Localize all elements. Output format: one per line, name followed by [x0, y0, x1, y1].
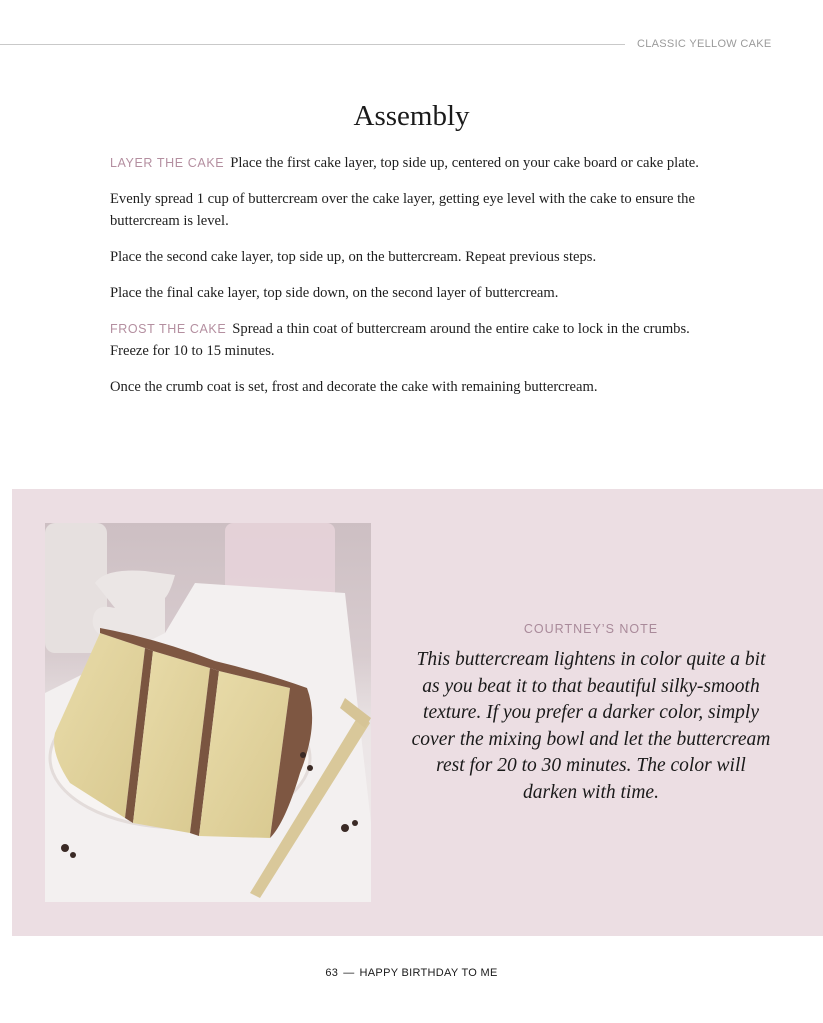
step-text: Place the first cake layer, top side up, centered on your cake board or cake plate. — [230, 155, 699, 171]
instruction-paragraph — [110, 318, 710, 362]
note-label: COURTNEY’S NOTE — [523, 622, 659, 636]
step-text: Evenly spread 1 cup of buttercream over the cake layer, getting eye level with the cake to ensure the buttercream is level. — [110, 191, 695, 229]
step-text: Place the final cake layer, top side down, on the second layer of buttercream. — [110, 285, 559, 301]
note-panel — [12, 489, 823, 936]
book-title: HAPPY BIRTHDAY TO ME — [359, 967, 498, 979]
instruction-paragraph — [110, 282, 710, 304]
instruction-paragraph — [110, 188, 710, 232]
page-footer — [0, 967, 823, 979]
section-title: Assembly — [353, 100, 470, 132]
step-lead: FROST THE CAKE — [110, 322, 227, 336]
instruction-paragraph — [110, 376, 710, 398]
instruction-paragraph — [110, 152, 710, 174]
footer-separator: — — [343, 967, 355, 979]
note-text: This buttercream lightens in color quite a bit as you beat it to that beautiful silky-smooth texture. If you prefer a darker color, simply cover the mixing bowl and let the buttercream rest for 20 to 30 minutes. The color will darken with time. — [411, 649, 771, 803]
step-lead: LAYER THE CAKE — [110, 156, 225, 170]
cake-photo — [45, 523, 371, 902]
page-number: 63 — [325, 967, 339, 979]
header-rule — [0, 44, 625, 45]
assembly-instructions — [110, 152, 710, 412]
step-text: Once the crumb coat is set, frost and decorate the cake with remaining buttercream. — [110, 379, 598, 395]
step-text: Spread a thin coat of buttercream around the entire cake to lock in the crumbs. Freeze for 10 to 15 minutes. — [110, 321, 690, 359]
running-head: CLASSIC YELLOW CAKE — [637, 38, 772, 50]
instruction-paragraph — [110, 246, 710, 268]
step-text: Place the second cake layer, top side up, on the buttercream. Repeat previous steps. — [110, 249, 597, 265]
